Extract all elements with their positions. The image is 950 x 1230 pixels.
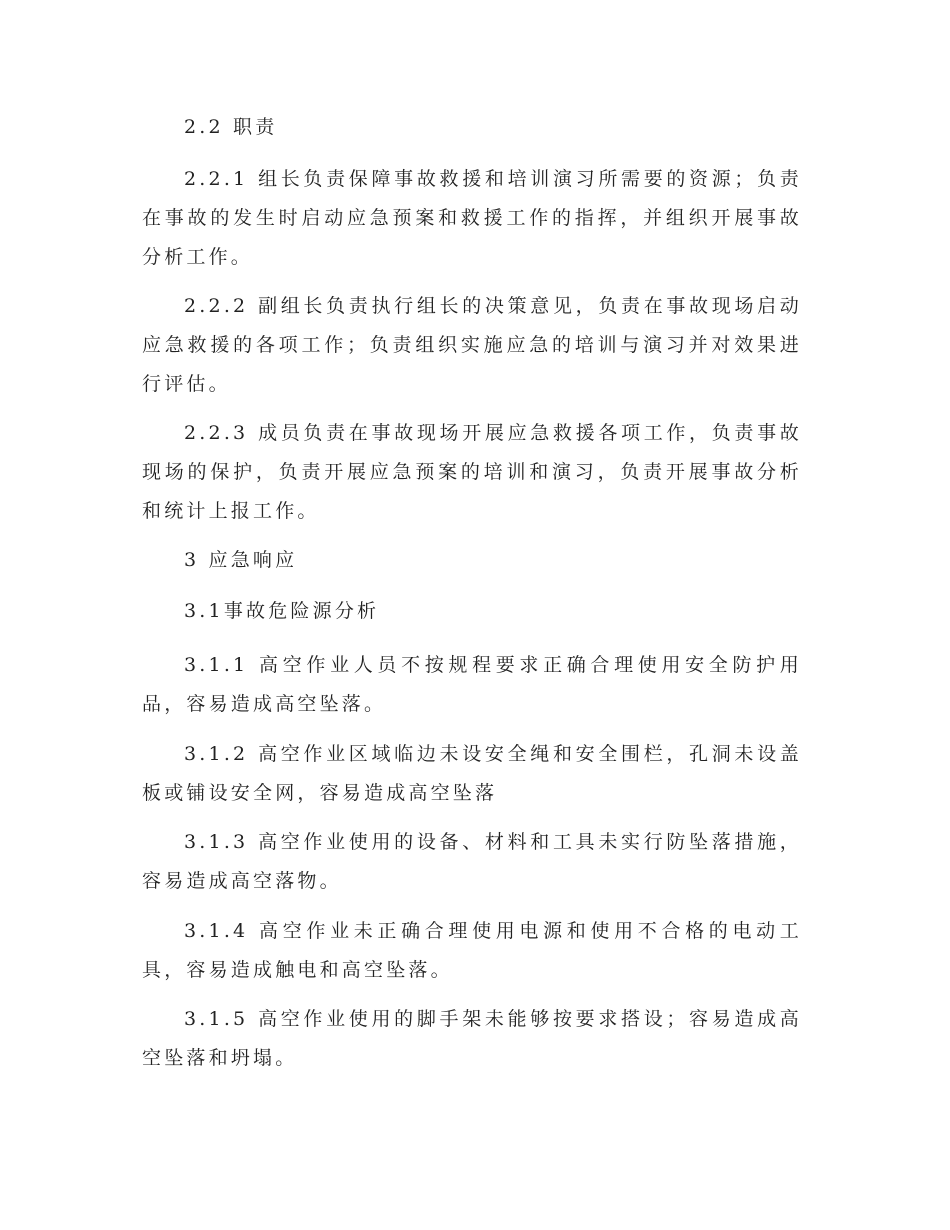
paragraph-2-2-2: 2.2.2 副组长负责执行组长的决策意见，负责在事故现场启动应急救援的各项工作；负责组织实施应急的培训与演习并对效果进行评估。 <box>142 295 802 395</box>
paragraph-2-2-3: 2.2.3 成员负责在事故现场开展应急救援各项工作，负责事故现场的保护，负责开展应急预案的培训和演习，负责开展事故分析和统计上报工作。 <box>142 422 802 522</box>
heading-hazard-analysis: 3.1事故危险源分析 <box>184 600 380 622</box>
paragraph-3-1-5: 3.1.5 高空作业使用的脚手架未能够按要求搭设；容易造成高空坠落和坍塌。 <box>142 1008 802 1069</box>
paragraph-2-2-1: 2.2.1 组长负责保障事故救援和培训演习所需要的资源；负责在事故的发生时启动应急预案和救援工作的指挥，并组织开展事故分析工作。 <box>142 168 802 268</box>
heading-emergency-response: 3 应急响应 <box>184 549 298 571</box>
paragraph-3-1-4: 3.1.4 高空作业未正确合理使用电源和使用不合格的电动工具，容易造成触电和高空坠落。 <box>142 920 802 981</box>
heading-duties: 2.2 职责 <box>184 116 278 138</box>
paragraph-3-1-3: 3.1.3 高空作业使用的设备、材料和工具未实行防坠落措施，容易造成高空落物。 <box>142 831 802 892</box>
paragraph-3-1-2: 3.1.2 高空作业区域临边未设安全绳和安全围栏，孔洞未设盖板或铺设安全网，容易造成高空坠落 <box>142 743 802 804</box>
paragraph-3-1-1: 3.1.1 高空作业人员不按规程要求正确合理使用安全防护用品，容易造成高空坠落。 <box>142 654 802 715</box>
